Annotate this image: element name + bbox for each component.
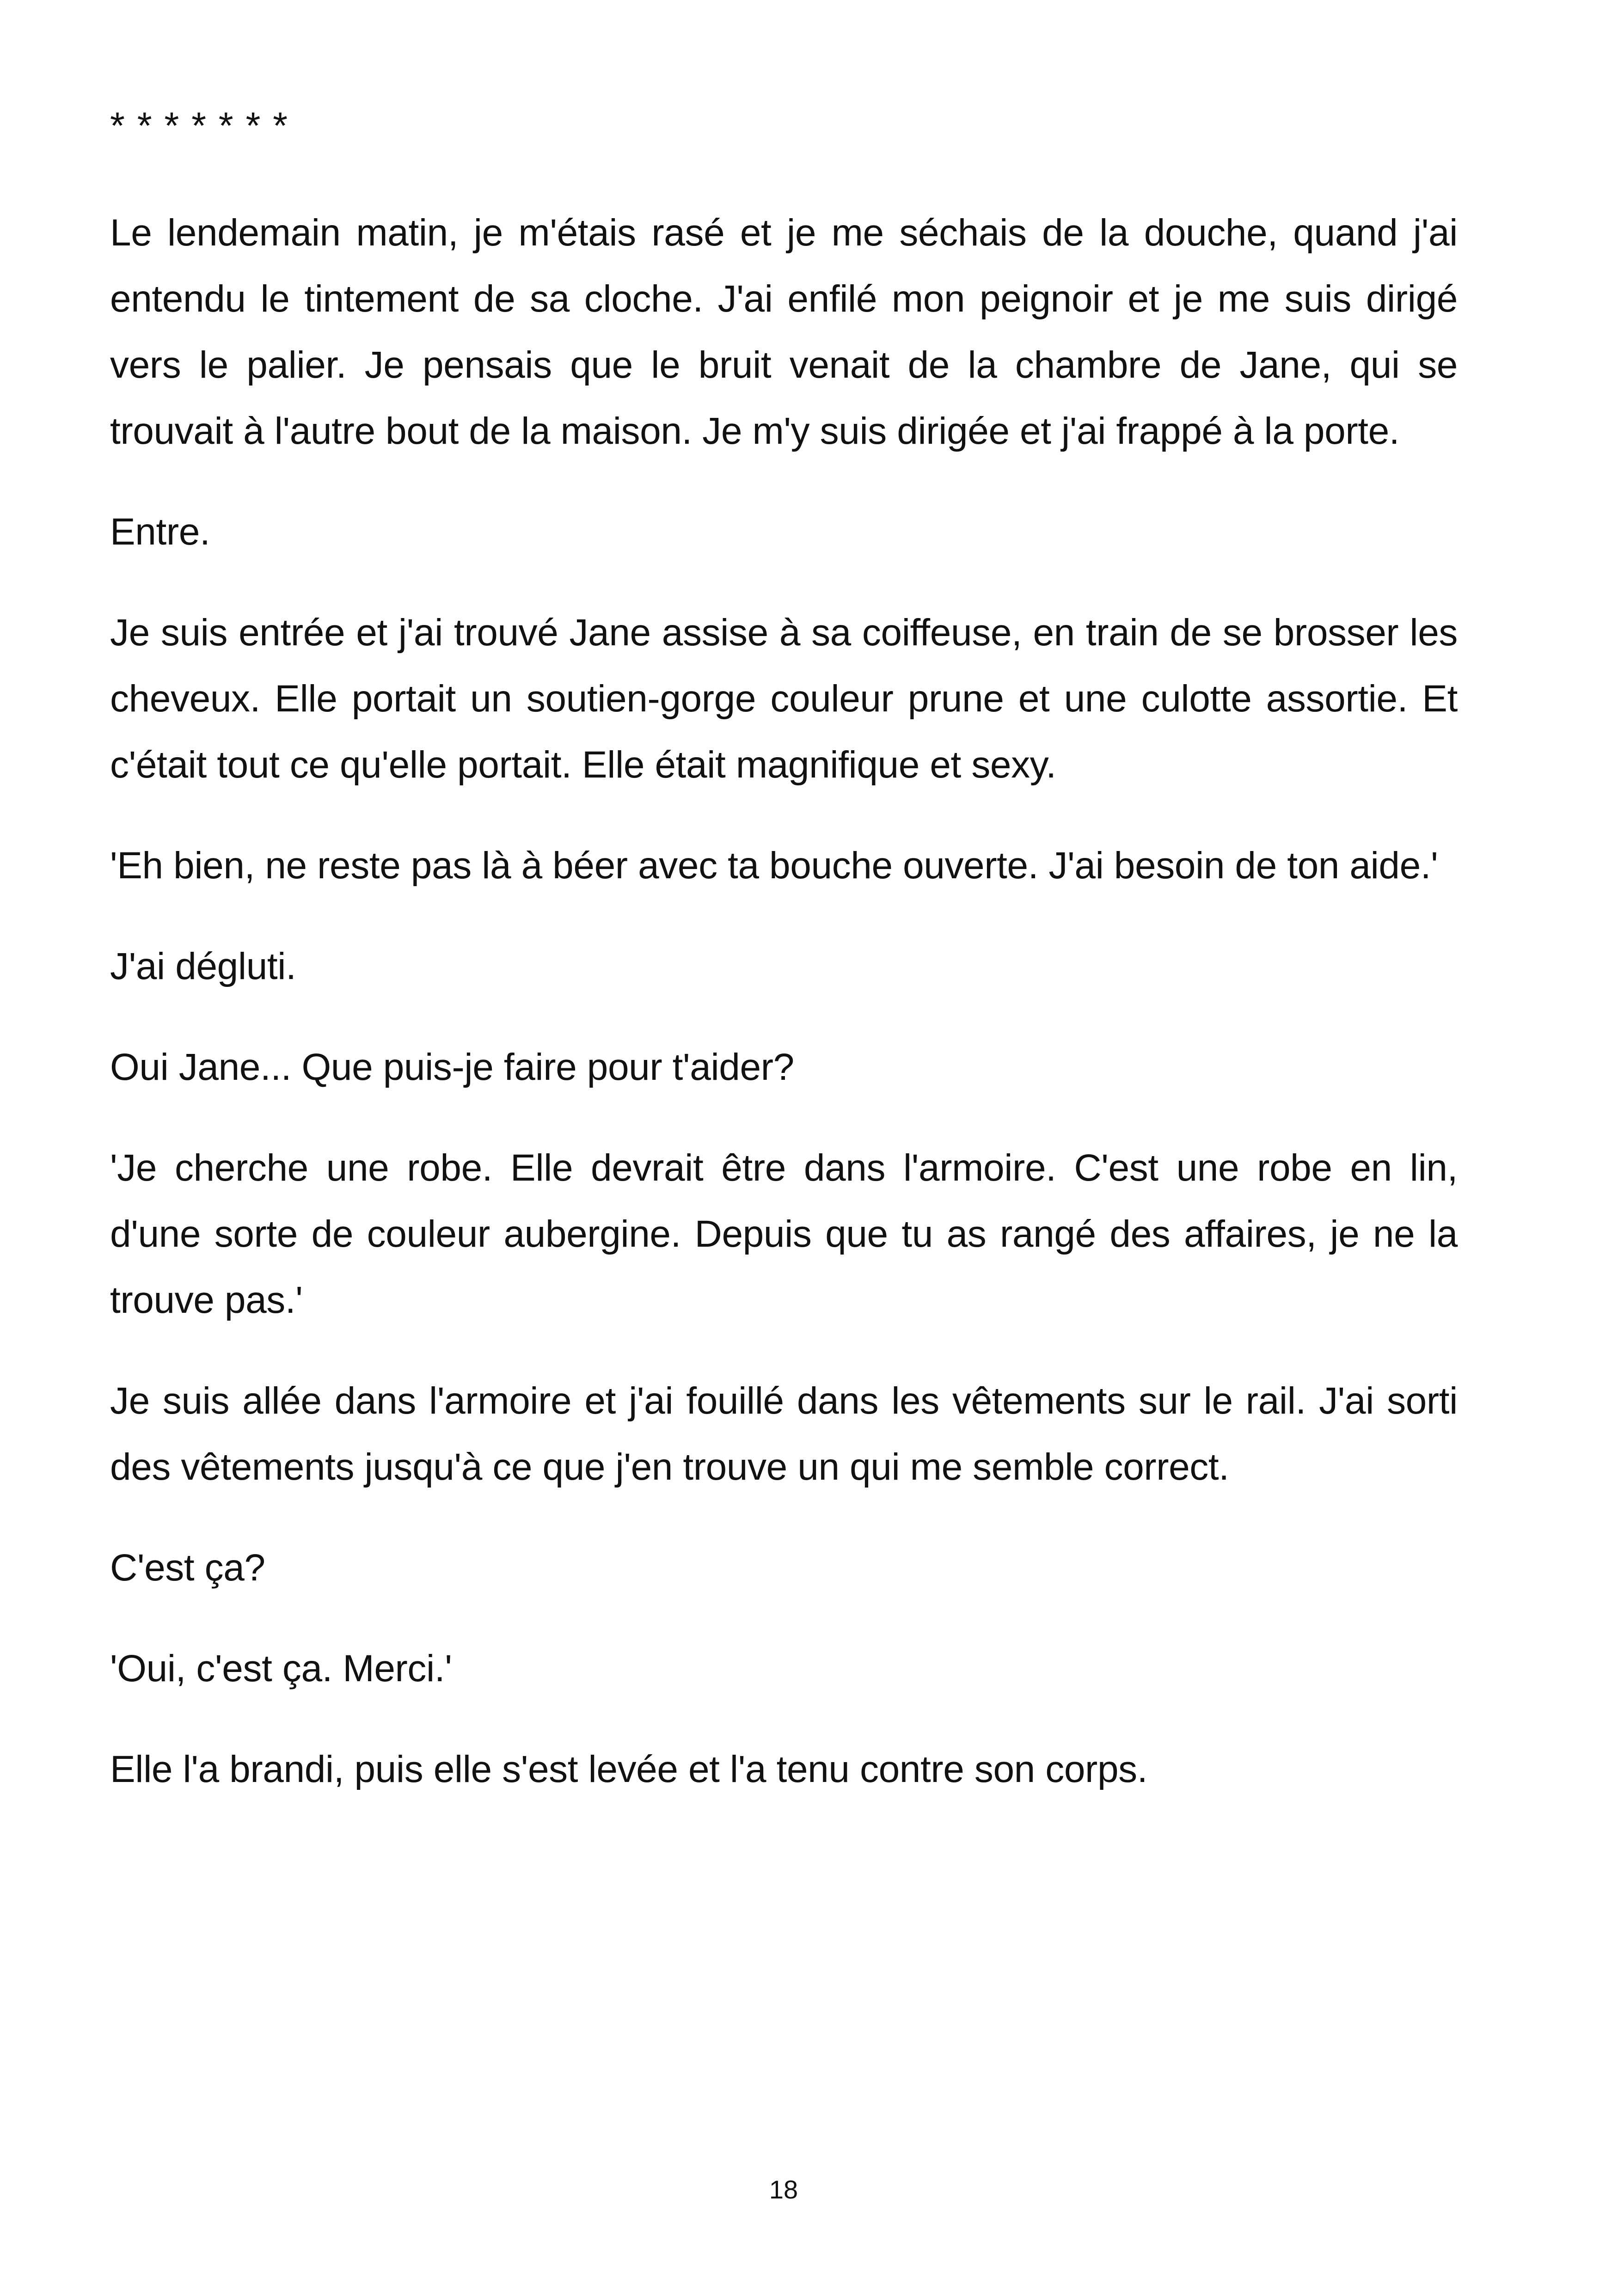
paragraph: C'est ça? [110, 1547, 265, 1589]
page-body [110, 107, 1458, 1802]
paragraph: Le lendemain matin, je m'étais rasé et je me séchais de la douche, quand j'ai entendu le tintement de sa cloche. J'ai enfilé mon peignoir et je me suis dirigé vers le palier. Je pensais que le bruit venait de la chambre de Jane, qui se trouvait à l'autre bout de la maison. Je m'y suis dirigée et j'ai frappé à la porte. [110, 212, 1458, 452]
paragraph: Oui Jane... Que puis-je faire pour t'aider? [110, 1046, 794, 1088]
section-separator: * * * * * * * [110, 105, 289, 147]
paragraph: 'Eh bien, ne reste pas là à béer avec ta bouche ouverte. J'ai besoin de ton aide.' [110, 845, 1438, 887]
paragraph: Je suis allée dans l'armoire et j'ai fouillé dans les vêtements sur le rail. J'ai sorti des vêtements jusqu'à ce que j'en trouve un qui me semble correct. [110, 1380, 1458, 1488]
paragraph: J'ai dégluti. [110, 945, 296, 987]
paragraph: Elle l'a brandi, puis elle s'est levée et l'a tenu contre son corps. [110, 1748, 1148, 1790]
paragraph: Entre. [110, 511, 210, 553]
paragraph: Je suis entrée et j'ai trouvé Jane assise à sa coiffeuse, en train de se brosser les cheveux. Elle portait un soutien-gorge couleur prune et une culotte assortie. Et c'était tout ce qu'elle portait. Elle était magnifique et sexy. [110, 612, 1458, 786]
paragraph: 'Je cherche une robe. Elle devrait être dans l'armoire. C'est une robe en lin, d'une sorte de couleur aubergine. Depuis que tu as rangé des affaires, je ne la trouve pas.' [110, 1147, 1458, 1321]
page-number: 18 [769, 2175, 798, 2204]
paragraph: 'Oui, c'est ça. Merci.' [110, 1647, 452, 1690]
